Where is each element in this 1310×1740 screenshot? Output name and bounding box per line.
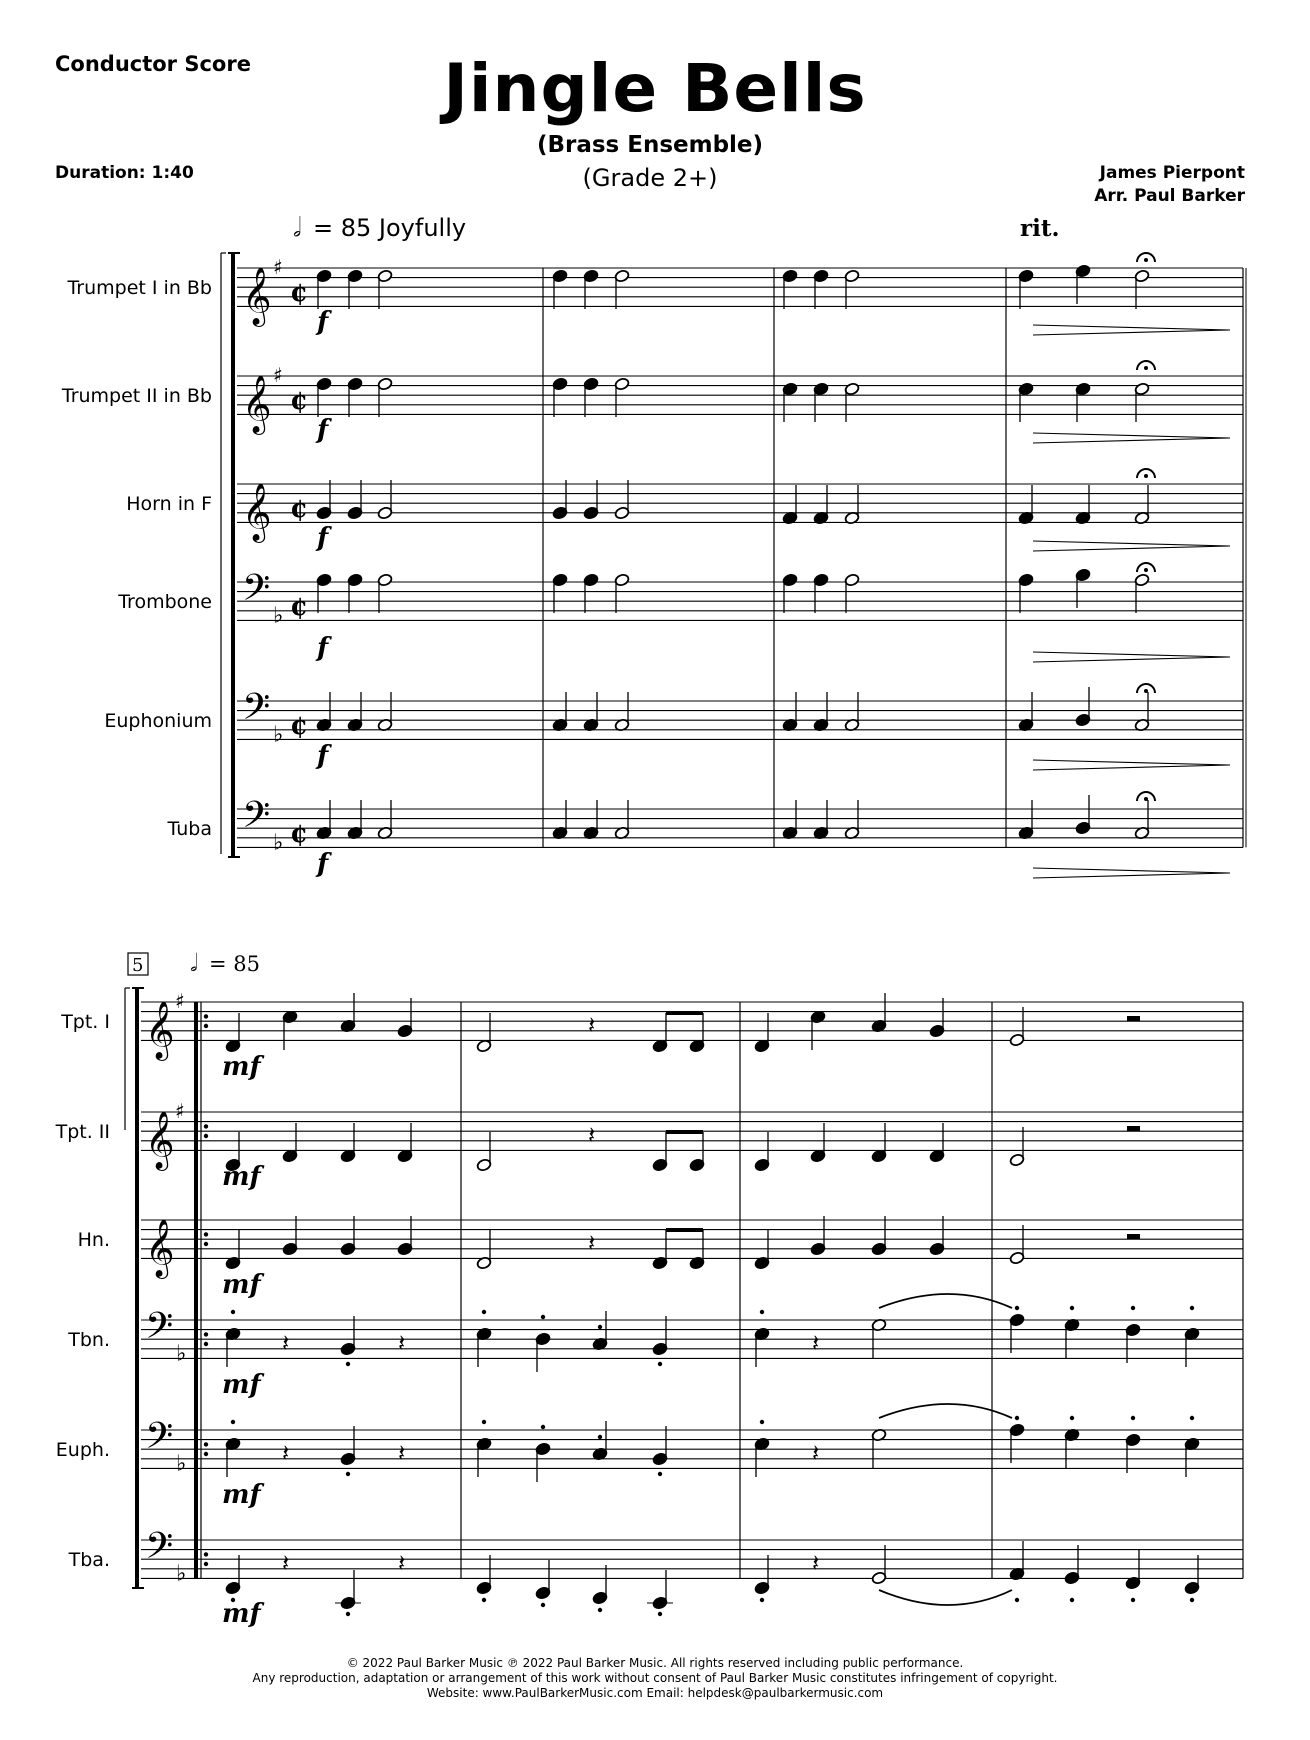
dynamic-marking: mf — [222, 1370, 261, 1400]
staccato-dot — [204, 1342, 208, 1346]
staccato-dot — [482, 1420, 486, 1424]
staccato-dot — [598, 1608, 602, 1612]
key-sharp-icon: ♯ — [175, 989, 185, 1013]
bass-clef-icon: 𝄢 — [242, 685, 271, 737]
decrescendo-hairpin — [1033, 652, 1230, 657]
decrescendo-hairpin — [1033, 546, 1230, 551]
treble-clef-icon: 𝄞 — [242, 482, 272, 541]
fermata-dot — [1144, 568, 1148, 572]
staccato-dot — [204, 1242, 208, 1246]
fermata-dot — [1144, 474, 1148, 478]
staccato-dot — [1190, 1598, 1194, 1602]
quarter-rest-icon: 𝄽 — [282, 1329, 290, 1357]
instrument-label-short: Tpt. I — [61, 1011, 110, 1034]
fermata-dot — [1144, 797, 1148, 801]
bass-clef-icon: 𝄢 — [145, 1304, 174, 1356]
decrescendo-hairpin — [1033, 873, 1230, 878]
staccato-dot — [598, 1325, 602, 1329]
dynamic-marking: f — [317, 523, 329, 553]
quarter-rest-icon: 𝄽 — [812, 1439, 820, 1467]
instrument-label-short: Tba. — [68, 1549, 110, 1572]
staccato-dot — [204, 1014, 208, 1018]
dynamic-marking: f — [317, 741, 329, 771]
staccato-dot — [482, 1310, 486, 1314]
quarter-rest-icon: 𝄽 — [398, 1329, 406, 1357]
staccato-dot — [204, 1552, 208, 1556]
staccato-dot — [231, 1420, 235, 1424]
staccato-dot — [346, 1612, 350, 1616]
half-rest-icon — [1127, 1126, 1140, 1131]
staccato-dot — [1070, 1306, 1074, 1310]
fermata-dot — [1144, 366, 1148, 370]
staccato-dot — [760, 1310, 764, 1314]
fermata-dot — [1144, 258, 1148, 262]
key-flat-icon: ♭ — [176, 1561, 187, 1587]
cut-time-icon: ¢ — [290, 591, 309, 622]
key-flat-icon: ♭ — [273, 722, 284, 748]
staccato-dot — [1131, 1306, 1135, 1310]
key-flat-icon: ♭ — [176, 1451, 187, 1477]
bass-clef-icon: 𝄢 — [242, 793, 271, 845]
staccato-dot — [204, 1562, 208, 1566]
key-sharp-icon: ♯ — [273, 363, 283, 387]
key-sharp-icon: ♯ — [175, 1099, 185, 1123]
decrescendo-hairpin — [1033, 433, 1230, 438]
quarter-rest-icon: 𝄽 — [588, 1229, 596, 1257]
score-subtitle: (Brass Ensemble) — [536, 132, 764, 158]
dynamic-marking: mf — [222, 1162, 261, 1192]
tempo-marking-1: = 85 Joyfully — [313, 214, 467, 242]
instrument-label: Trumpet II in Bb — [61, 385, 212, 408]
duration-label: Duration: 1:40 — [55, 163, 194, 183]
staccato-dot — [598, 1435, 602, 1439]
instrument-label: Euphonium — [104, 710, 212, 733]
staccato-dot — [231, 1310, 235, 1314]
decrescendo-hairpin — [1033, 760, 1230, 765]
tempo-note-icon: 𝅗𝅥 — [293, 213, 302, 243]
cut-time-icon: ¢ — [290, 385, 309, 416]
staccato-dot — [658, 1362, 662, 1366]
cut-time-icon: ¢ — [290, 493, 309, 524]
staccato-dot — [346, 1362, 350, 1366]
key-flat-icon: ♭ — [273, 830, 284, 856]
staccato-dot — [204, 1452, 208, 1456]
instrument-label: Horn in F — [126, 493, 212, 516]
rehearsal-mark: 5 — [132, 955, 144, 976]
tempo-marking-2: = 85 — [209, 952, 260, 976]
instrument-label: Trombone — [118, 591, 212, 614]
quarter-rest-icon: 𝄽 — [812, 1329, 820, 1357]
staccato-dot — [1070, 1416, 1074, 1420]
staccato-dot — [1070, 1598, 1074, 1602]
staccato-dot — [1190, 1306, 1194, 1310]
instrument-label: Trumpet I in Bb — [67, 277, 212, 300]
instrument-label-short: Tpt. II — [55, 1121, 110, 1144]
cut-time-icon: ¢ — [290, 818, 309, 849]
dynamic-marking: f — [317, 415, 329, 445]
quarter-rest-icon: 𝄽 — [398, 1439, 406, 1467]
footer-line-1: © 2022 Paul Barker Music ℗ 2022 Paul Barker Music. All rights reserved including public performance. — [346, 1656, 964, 1670]
staccato-dot — [204, 1332, 208, 1336]
staccato-dot — [204, 1134, 208, 1138]
dynamic-marking: mf — [222, 1599, 261, 1629]
grade-label: (Grade 2+) — [582, 164, 718, 192]
key-flat-icon: ♭ — [273, 603, 284, 629]
arranger-credit: Arr. Paul Barker — [1094, 186, 1245, 206]
bass-clef-icon: 𝄢 — [145, 1524, 174, 1576]
decrescendo-hairpin — [1033, 330, 1230, 335]
quarter-rest-icon: 𝄽 — [588, 1011, 596, 1039]
instrument-label-short: Hn. — [77, 1229, 110, 1252]
dynamic-marking: mf — [222, 1480, 261, 1510]
quarter-rest-icon: 𝄽 — [282, 1549, 290, 1577]
staccato-dot — [658, 1472, 662, 1476]
cut-time-icon: ¢ — [290, 277, 309, 308]
staccato-dot — [204, 1232, 208, 1236]
footer-line-2: Any reproduction, adaptation or arrangement of this work without consent of Paul Barker Music constitutes infringement of copyright. — [252, 1671, 1058, 1685]
staccato-dot — [1131, 1416, 1135, 1420]
conductor-score-label: Conductor Score — [55, 52, 251, 76]
bass-clef-icon: 𝄢 — [145, 1414, 174, 1466]
key-flat-icon: ♭ — [176, 1341, 187, 1367]
staccato-dot — [760, 1420, 764, 1424]
tie-slur — [879, 1590, 1012, 1605]
treble-clef-icon: 𝄞 — [242, 374, 272, 433]
treble-clef-icon: 𝄞 — [242, 266, 272, 325]
rit-marking: rit. — [1020, 215, 1060, 242]
dynamic-marking: f — [317, 307, 329, 337]
quarter-rest-icon: 𝄽 — [282, 1439, 290, 1467]
dynamic-marking: f — [317, 849, 329, 879]
staccato-dot — [541, 1425, 545, 1429]
staccato-dot — [1015, 1598, 1019, 1602]
dynamic-marking: f — [317, 633, 329, 663]
key-sharp-icon: ♯ — [273, 255, 283, 279]
treble-clef-icon: 𝄞 — [145, 1000, 175, 1059]
tempo-note-icon-2: 𝅗𝅥 — [190, 949, 198, 977]
quarter-rest-icon: 𝄽 — [588, 1121, 596, 1149]
score-title: Jingle Bells — [443, 50, 867, 127]
quarter-rest-icon: 𝄽 — [398, 1549, 406, 1577]
staccato-dot — [1015, 1306, 1019, 1310]
half-rest-icon — [1127, 1234, 1140, 1239]
staccato-dot — [346, 1472, 350, 1476]
staccato-dot — [1190, 1416, 1194, 1420]
cut-time-icon: ¢ — [290, 710, 309, 741]
decrescendo-hairpin — [1033, 868, 1230, 873]
quarter-rest-icon: 𝄽 — [812, 1549, 820, 1577]
staccato-dot — [204, 1124, 208, 1128]
decrescendo-hairpin — [1033, 541, 1230, 546]
treble-clef-icon: 𝄞 — [145, 1110, 175, 1169]
decrescendo-hairpin — [1033, 438, 1230, 443]
fermata-dot — [1144, 689, 1148, 693]
decrescendo-hairpin — [1033, 325, 1230, 330]
bass-clef-icon: 𝄢 — [242, 566, 271, 618]
dynamic-marking: mf — [222, 1270, 261, 1300]
treble-clef-icon: 𝄞 — [145, 1218, 175, 1277]
instrument-label-short: Tbn. — [68, 1329, 110, 1352]
staccato-dot — [541, 1603, 545, 1607]
dynamic-marking: mf — [222, 1052, 261, 1082]
staccato-dot — [204, 1442, 208, 1446]
staccato-dot — [204, 1024, 208, 1028]
instrument-label: Tuba — [167, 818, 212, 841]
staccato-dot — [1015, 1416, 1019, 1420]
instrument-label-short: Euph. — [55, 1439, 110, 1462]
composer-credit: James Pierpont — [1099, 163, 1245, 183]
staccato-dot — [1131, 1598, 1135, 1602]
half-rest-icon — [1127, 1016, 1140, 1021]
staccato-dot — [482, 1598, 486, 1602]
staccato-dot — [658, 1612, 662, 1616]
staccato-dot — [760, 1598, 764, 1602]
decrescendo-hairpin — [1033, 765, 1230, 770]
decrescendo-hairpin — [1033, 657, 1230, 662]
footer-line-3: Website: www.PaulBarkerMusic.com Email: helpdesk@paulbarkermusic.com — [426, 1686, 884, 1700]
staccato-dot — [541, 1315, 545, 1319]
copyright-footer — [0, 1656, 1310, 1701]
